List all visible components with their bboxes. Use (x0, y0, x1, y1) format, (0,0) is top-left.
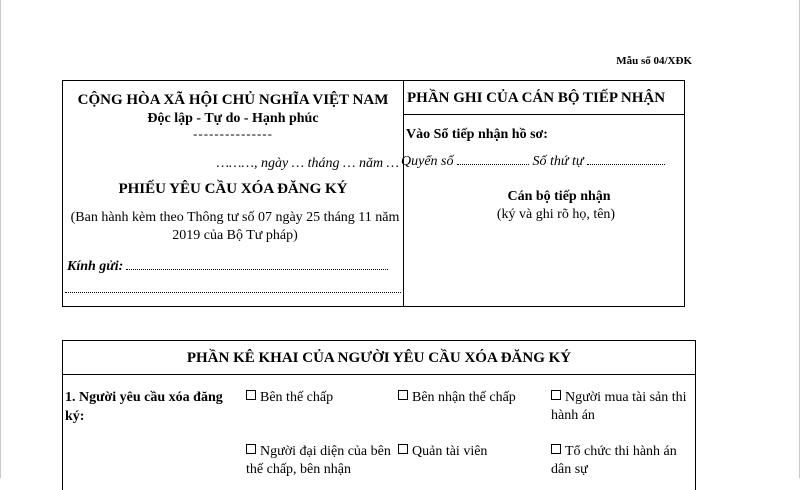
requester-label: 1. Người yêu cầu xóa đăng ký: (65, 390, 223, 424)
checkbox-icon[interactable] (398, 390, 408, 400)
checkbox-icon[interactable] (551, 444, 561, 454)
receiver-header: PHẦN GHI CỦA CÁN BỘ TIẾP NHẬN (404, 81, 684, 115)
addressee-label: Kính gửi: (67, 259, 124, 274)
addressee-field-continuation[interactable] (65, 292, 401, 293)
form-title: PHIẾU YÊU CẦU XÓA ĐĂNG KÝ (118, 181, 348, 197)
volume-label: Quyển số (401, 154, 454, 169)
page-edge-left (0, 0, 1, 478)
option-label: Tổ chức thi hành án dân sự (551, 444, 677, 477)
motto: Độc lập - Tự do - Hạnh phúc (147, 111, 319, 126)
addressee-field[interactable] (126, 257, 388, 270)
date-line[interactable]: ………, ngày … tháng … năm … (216, 156, 399, 171)
checkbox-icon[interactable] (246, 444, 256, 454)
checkbox-icon[interactable] (551, 390, 561, 400)
declaration-table (62, 340, 696, 490)
checkbox-icon[interactable] (246, 390, 256, 400)
option-administrator[interactable] (398, 443, 548, 461)
option-buyer[interactable] (551, 389, 691, 425)
option-label: Quản tài viên (412, 444, 488, 459)
option-enforcement-agency[interactable] (551, 443, 691, 479)
option-mortgagor[interactable] (246, 389, 396, 407)
option-mortgagee[interactable] (398, 389, 548, 407)
nation-title: CỘNG HÒA XÃ HỘI CHỦ NGHĨA VIỆT NAM (77, 92, 389, 108)
issued-by-note: (Ban hành kèm theo Thông tư số 07 ngày 25 tháng 11 năm 2019 của Bộ Tư pháp) (70, 210, 400, 243)
checkbox-icon[interactable] (398, 444, 408, 454)
option-label: Bên nhận thế chấp (412, 390, 516, 405)
option-representative[interactable] (246, 443, 396, 479)
officer-label: Cán bộ tiếp nhận (507, 189, 611, 204)
option-label: Người mua tài sản thi hành án (551, 390, 687, 423)
header-table (62, 80, 685, 307)
volume-field[interactable] (457, 152, 529, 165)
motto-underline: --------------- (193, 126, 273, 141)
declaration-header: PHẦN KÊ KHAI CỦA NGƯỜI YÊU CẦU XÓA ĐĂNG KÝ (63, 341, 695, 375)
option-label: Người đại diện của bên thế chấp, bên nhận (246, 444, 391, 477)
form-code: Mẫu số 04/XĐK (616, 55, 692, 67)
option-label: Bên thế chấp (260, 390, 334, 405)
addressee-line (67, 257, 388, 275)
volume-seq-line (401, 152, 665, 170)
seq-field[interactable] (587, 152, 665, 165)
seq-label: Số thứ tự (532, 154, 584, 169)
book-entry-label: Vào Sổ tiếp nhận hồ sơ: (406, 127, 548, 142)
sign-note: (ký và ghi rõ họ, tên) (496, 207, 616, 222)
